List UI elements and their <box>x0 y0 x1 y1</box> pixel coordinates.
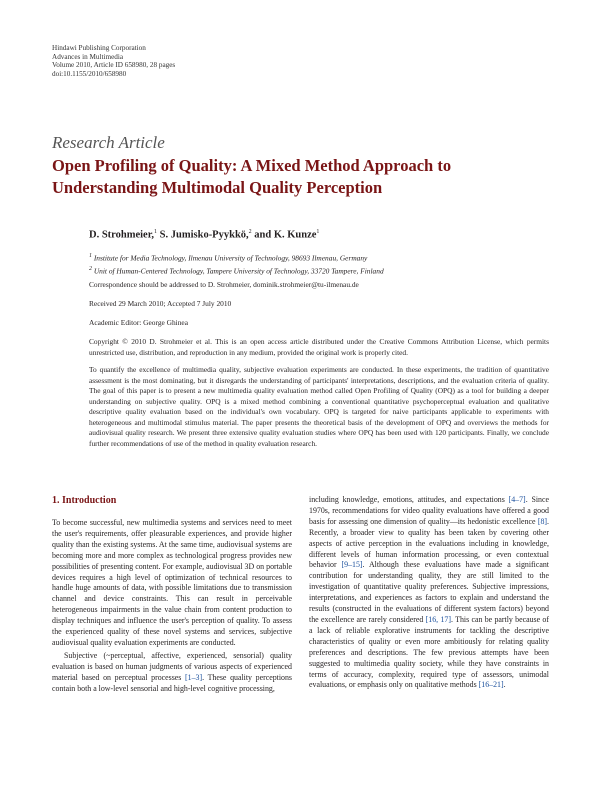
citation-link[interactable]: [9–15] <box>341 560 363 570</box>
publisher: Hindawi Publishing Corporation <box>52 44 146 52</box>
correspondence: Correspondence should be addressed to D. Strohmeier, dominik.strohmeier@tu-ilmenau.de <box>89 280 359 289</box>
citation-link[interactable]: [16–21] <box>478 680 504 690</box>
academic-editor: Academic Editor: George Ghinea <box>89 318 188 327</box>
paper-title: Open Profiling of Quality: A Mixed Method Approach to Understanding Multimodal Quality Perception <box>52 156 452 197</box>
abstract: To quantify the excellence of multimedia quality, subjective evaluation experiments are conducted. In these experiments, the tradition of quantitative assessment is the most dominating, but it disregards the understanding of participants' interpretations, descriptions, and the evaluation criteria of quality. The goal of this paper is to present a new multimedia quality evaluation method called Open Profiling of Quality (OPQ) as a tool for building a deeper understanding on subjective quality. OPQ is a mixed method combining a conventional quantitative psychoperceptual evaluation and qualitative descriptive quality evaluation based on the individual's own vocabulary. OPQ is targeted for naive participants applicable to experiments with heterogeneous and multimodal stimulus material. The paper presents the theoretical basis of the development of OPQ and overviews the methods for audiovisual quality research. We present three extensive quality evaluation studies where OPQ has been used with 120 participants. Finally, we conclude further recommendations of use of the method in quality evaluation research. <box>89 365 549 448</box>
affiliations <box>89 251 549 277</box>
affiliation-1: $^1$ Institute for Media Technology, Ilmenau University of Technology, 98693 Ilmenau, Germany <box>89 253 368 263</box>
author-1: D. Strohmeier, <box>89 229 155 241</box>
author-list: D. Strohmeier,$^1$ S. Jumisko-Pyykkö,$^2$ and K. Kunze$^1$ <box>89 229 320 241</box>
citation-link[interactable]: [8] <box>537 516 548 526</box>
volume-info: Volume 2010, Article ID 658980, 28 pages <box>52 61 176 70</box>
paragraph-3: including knowledge, emotions, attitudes, and expectations [4–7]. Since 1970s, recommendations for video quality evaluations have offered a good basis for assessing one dimension of quality—its hedonistic excellence [8]. Recently, a broader view to quality has been taken by covering other aspects of active perception in the evaluations including in knowledge, different levels of human information processing, or even contextual behavior [9–15]. Although these evaluations have made a significant contribution for understanding quality, they are still limited to the investigation of quantitative quality preferences. Subjective impressions, interpretations, and experiences as factors to explain and understand the results (constructed in the evaluations of different system factors) beyond the excellence are rarely considered [16, 17]. This can be partly because of a lack of reliable explorative instruments for tackling the descriptive characteristics of quality or even more ambitiously for relating quality preferences and descriptions. The few previous attempts have been suggested to multimedia quality society, while they have constraints in terms of accuracy, complexity, required type of assessors, unimodal evaluations, or emphasis only on qualitative methods [16–21]. <box>309 495 550 690</box>
citation-link[interactable]: [1–3] <box>185 672 203 682</box>
paragraph-1: To become successful, new multimedia systems and services need to meet the user's requirements, offer pleasurable experiences, and provide higher quality than the existing systems. At the same time, audiovisual systems are becoming more and more complex as technological progress provides new possibilities of presenting content. For example, audiovisual 3D on portable devices requires a high level of optimization of technical resources to handle huge amounts of data, with possible limitations due to transmission channel and device constraints. This can result in perceivable heterogeneous impairments in the value chain from content production to display techniques and influence the user's perception of quality. To assess the experienced quality of these novel systems and services, subjective audiovisual quality evaluation experiments are conducted. <box>52 518 292 647</box>
author-2: S. Jumisko-Pyykkö, <box>157 229 249 241</box>
copyright-notice: Copyright © 2010 D. Strohmeier et al. This is an open access article distributed under the Creative Commons Attribution License, which permits unrestricted use, distribution, and reproduction in any medium, provided the original work is properly cited. <box>89 337 549 357</box>
column-right <box>309 495 549 691</box>
journal-header <box>52 44 175 78</box>
citation-link[interactable]: [16, 17] <box>425 614 451 624</box>
paragraph-2: Subjective (~perceptual, affective, experienced, sensorial) quality evaluation is based on human judgments of various aspects of experienced material based on perceptual processes [1–3]. These quality perceptions contain both a low-level sensorial and high-level cognitive processing, <box>52 650 292 693</box>
received-date: Received 29 March 2010; Accepted 7 July 2010 <box>89 299 232 308</box>
article-type: Research Article <box>52 133 165 152</box>
citation-link[interactable]: [4–7] <box>508 495 526 504</box>
section-heading: 1. Introduction <box>52 495 117 506</box>
doi: doi:10.1155/2010/658980 <box>52 69 127 78</box>
author-3: and K. Kunze <box>251 229 317 241</box>
column-left <box>52 518 292 695</box>
journal-name: Advances in Multimedia <box>52 52 124 61</box>
affiliation-2: $^2$ Unit of Human-Centered Technology, Tampere University of Technology, 33720 Tampere, Finland <box>89 265 384 276</box>
